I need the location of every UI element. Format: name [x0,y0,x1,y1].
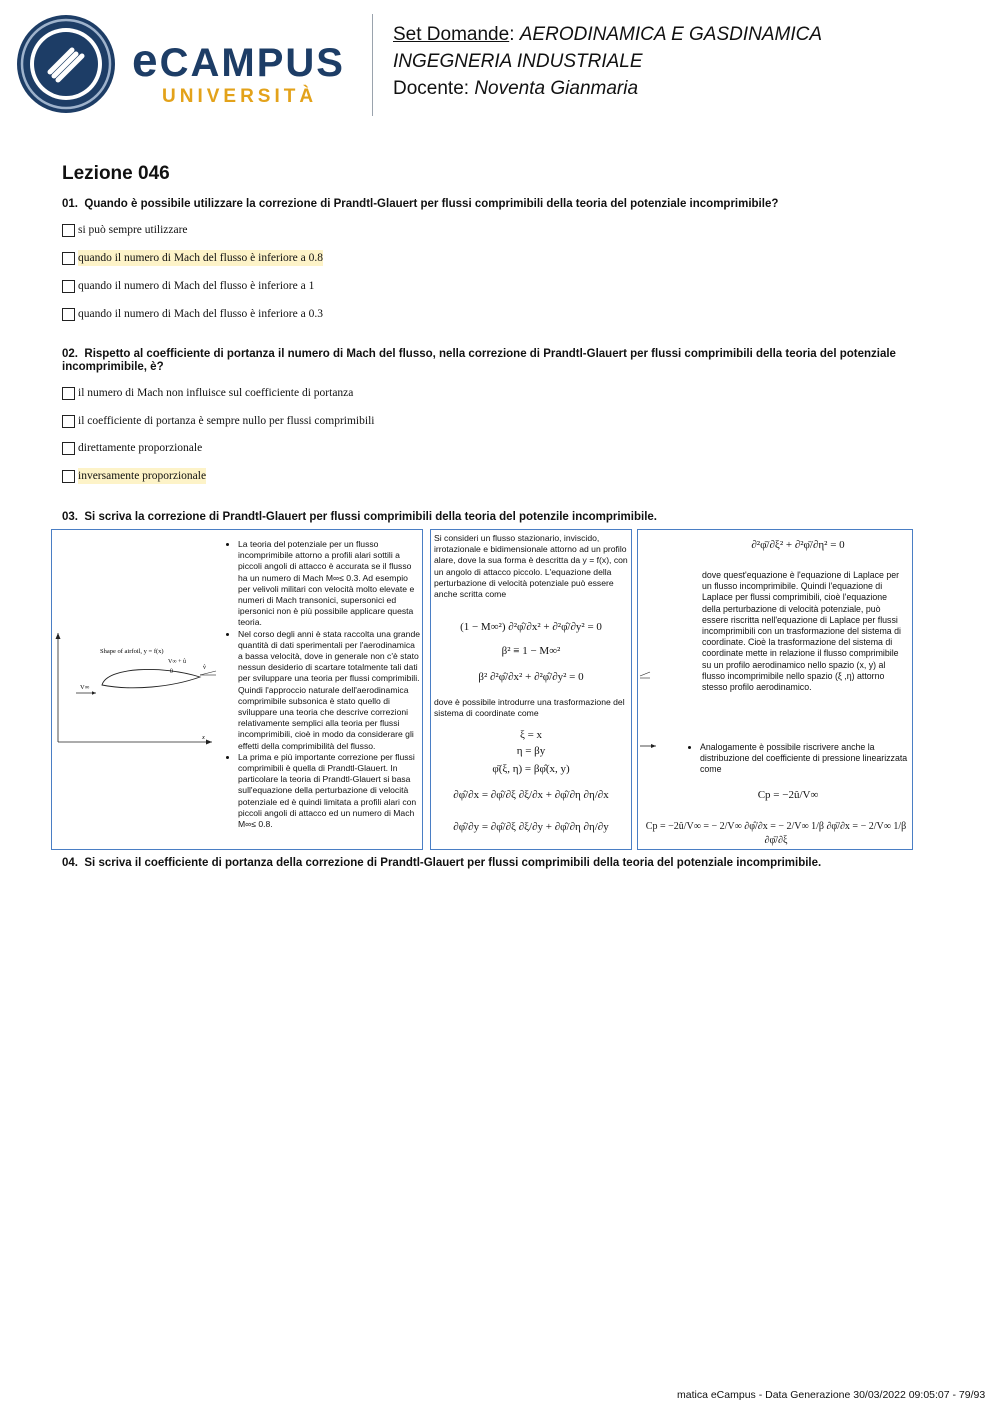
brand-wordmark [132,34,345,86]
panel2-intro: Si consideri un flusso stazionario, inviscido, irrotazionale e bidimensionale attorno ad un profilo alare, dove la sua forma è descritta da y = f(x), con un angolo di attacco piccolo. L'equazione della perturbazione di velocità potenziale può essere anche scritta come [434,533,628,600]
option-label: il numero di Mach non influisce sul coefficiente di portanza [78,387,354,399]
page-footer: matica eCampus - Data Generazione 30/03/2022 09:05:07 - 79/93 [677,1389,986,1401]
equation-4: ξ = x [519,729,543,741]
teacher-label: Docente: [393,78,470,99]
q2-option-2[interactable] [62,413,374,429]
course-name: INGEGNERIA INDUSTRIALE [393,51,643,72]
question-number: 04. [62,857,78,869]
question-02 [62,348,912,374]
velocity-label: V∞ + û [168,659,186,665]
checkbox[interactable] [62,470,75,483]
checkbox[interactable] [62,224,75,237]
option-label: direttamente proporzionale [78,442,203,454]
checkbox[interactable] [62,308,75,321]
set-domande-line: Set Domande: AERODINAMICA E GASDINAMICA [393,24,823,45]
panel3-bullet [686,742,908,776]
set-title: AERODINAMICA E GASDINAMICA [519,24,823,45]
option-label: quando il numero di Mach del flusso è inferiore a 1 [78,280,315,292]
q2-option-4[interactable] [62,468,206,484]
q2-option-3[interactable] [62,440,202,456]
question-03 [62,511,912,524]
q2-option-1[interactable] [62,385,353,401]
question-number: 01. [62,198,78,210]
angle-label: θ [170,669,173,675]
bullet-3: • La prima e più importante correzione per flussi comprimibili è quella di Prandtl-Glauert. In particolare la teoria di Prandtl-Glauert si basa sull'equazione della perturbazione di velocità potenziale ed è quindi limitata a profili alari con piccoli angoli di attacco ed un numero di Mach M∞≤ 0.8. [238,752,420,830]
question-text: Si scriva la correzione di Prandtl-Glauert per flussi comprimibili della teoria del potenzile incomprimibile. [84,511,657,523]
checkbox[interactable] [62,252,75,265]
question-number: 03. [62,511,78,523]
bullet-1: • La teoria del potenziale per un flusso incomprimibile attorno a profili alari sottili a piccoli angoli di attacco è accurata se il flusso ha un numero di Mach M∞≤ 0.3. Ad esempio per velivoli militari con velocità molto elevate e numeri di Mach transonici, supersonici ed ipersonici non è più possibile applicare questa teoria. [238,539,420,629]
ecampus-seal-logo [16,14,116,114]
checkbox[interactable] [62,280,75,293]
equation-2: β² ≡ 1 − M∞² [501,645,561,657]
q1-option-4[interactable] [62,306,323,322]
bullet-2: • Nel corso degli anni è stata raccolta una grande quantità di dati sperimentali per l'aerodinamica a bassa velocità, dove in generale non c'è stato nessun desiderio di scartare totalmente tali dati per sviluppare una teoria per flussi comprimibili. Quindi l'approccio naturale dell'aerodinamica comprimibile subsonica è stato quello di sviluppare una teoria che descrive correzioni relativamente semplici alla teoria per flussi incomprimibili, cioè in modo da considerare gli effetti della comprimibilità del flusso. [238,629,420,752]
teacher-line [393,78,638,100]
equation-8: ∂φ̂/∂y = ∂φ̂/∂ξ ∂ξ/∂y + ∂φ̂/∂η ∂η/∂y [453,821,609,833]
course-line [393,51,643,73]
checkbox[interactable] [62,442,75,455]
panel1-text [224,539,420,830]
set-label: Set Domande [393,24,510,45]
equation-1: (1 − M∞²) ∂²φ̂/∂x² + ∂²φ̂/∂y² = 0 [460,621,602,633]
q1-option-2[interactable] [62,250,323,266]
laplace-equation: ∂²φ̄/∂ξ² + ∂²φ̄/∂η² = 0 [751,539,845,551]
header-divider [372,14,373,116]
lesson-title: Lezione 046 [62,163,170,184]
q1-option-1[interactable] [62,222,188,238]
v-hat-label: v̂ [203,665,206,671]
teacher-name: Noventa Gianmaria [474,78,639,99]
answer-image-panel-1 [51,529,423,850]
option-label: inversamente proporzionale [78,470,207,482]
panel2-mid: dove è possibile introdurre una trasformazione del sistema di coordinate come [434,697,625,719]
equation-3: β² ∂²φ̂/∂x² + ∂²φ̂/∂y² = 0 [478,671,584,683]
option-label: si può sempre utilizzare [78,224,188,236]
question-04 [62,857,912,870]
checkbox[interactable] [62,387,75,400]
question-text: Quando è possibile utilizzare la correzione di Prandtl-Glauert per flussi comprimibili della teoria del potenziale incomprimibile? [84,198,779,210]
equation-7: ∂φ̂/∂x = ∂φ̂/∂ξ ∂ξ/∂x + ∂φ̂/∂η ∂η/∂x [453,789,609,801]
cp-equation-1: Cp = −2û/V∞ [757,789,819,801]
brand-e: e [132,34,160,86]
question-text: Si scriva il coefficiente di portanza della correzione di Prandtl-Glauert per flussi comprimibili della teoria del potenziale incomprimibile. [84,857,822,869]
q1-option-3[interactable] [62,278,314,294]
airfoil-shape-label: Shape of airfoil, y = f(x) [100,648,164,655]
checkbox[interactable] [62,415,75,428]
equation-6: φ̄(ξ, η) = βφ̂(x, y) [492,763,570,775]
brand-campus: CAMPUS [159,41,345,85]
question-text: Rispetto al coefficiente di portanza il numero di Mach del flusso, nella correzione di Prandtl-Glauert per flussi comprimibili della teoria del potenziale incomprimibile, è? [62,348,896,373]
answer-image-panel-3 [637,529,913,850]
question-01 [62,198,912,211]
panel3-text: dove quest'equazione è l'equazione di Laplace per un flusso incomprimibile. Quindi l'equazione di Laplace per flussi comprimibili, cioè l'equazione della perturbazione di velocità potenziale, può essere riscritta nell'equazione di Laplace per flussi incomprimibili con un trasformazione del sistema di coordinate. Cioè la trasformazione del sistema di coordinate mette in relazione il flusso comprimibile su un profilo aerodinamico nello spazio (x, y) al flusso incomprimibile nello spazio (ξ ,η) attorno stesso profilo aerodinamico. [702,570,901,693]
brand-subtitle: UNIVERSITÀ [162,86,318,107]
diagram-fragment [638,668,660,758]
equation-5: η = βy [516,745,546,757]
answer-image-panel-2 [430,529,632,850]
airfoil-diagram [52,625,220,750]
x-axis-label: x [202,734,205,741]
option-label: quando il numero di Mach del flusso è inferiore a 0.3 [78,308,323,320]
freestream-label: V∞ [80,684,90,691]
cp-equation-2: Cp = −2û/V∞ = − 2/V∞ ∂φ̂/∂x = − 2/V∞ 1/β ∂φ̄/∂x = − 2/V∞ 1/β ∂φ̄/∂ξ [645,821,907,846]
option-label: quando il numero di Mach del flusso è inferiore a 0.8 [78,252,323,264]
question-number: 02. [62,348,78,360]
option-label: il coefficiente di portanza è sempre nullo per flussi comprimibili [78,415,375,427]
cp-bullet: • Analogamente è possibile riscrivere anche la distribuzione del coefficiente di pressione linearizzata come [700,742,908,776]
